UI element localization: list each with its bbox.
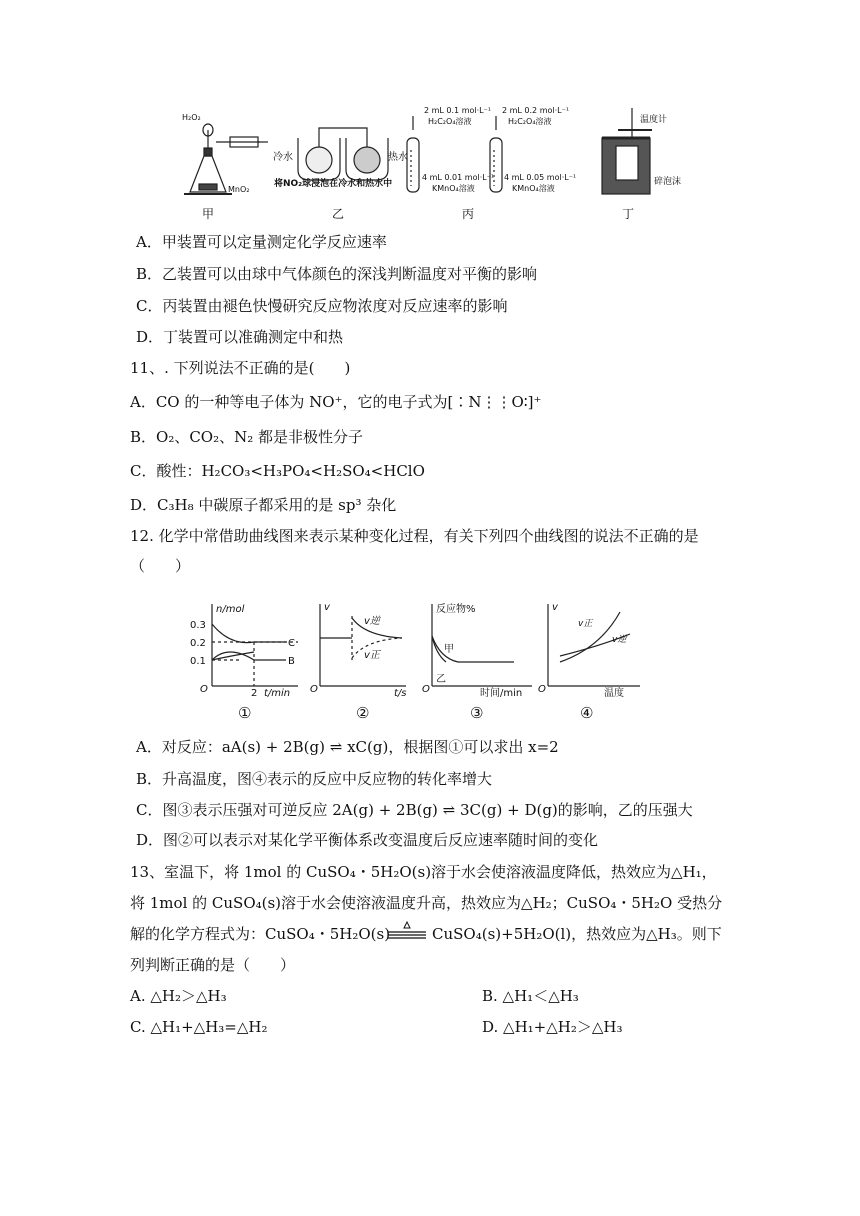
q13-option-d: D. △H₁+△H₂＞△H₃ — [482, 1018, 623, 1036]
q10-option-b: B．乙装置可以由球中气体颜色的深浅判断温度对平衡的影响 — [136, 265, 538, 283]
bing-t1-top: 2 mL 0.1 mol·L⁻¹ — [424, 106, 492, 115]
bing-t1-bot: 4 mL 0.01 mol·L⁻¹ — [422, 173, 495, 182]
g4-num: ④ — [580, 704, 594, 722]
bing-t1-top2: H₂C₂O₄溶液 — [428, 117, 472, 126]
g1-y01: 0.1 — [190, 656, 206, 667]
g2-vrev: v逆 — [364, 616, 380, 627]
label-bing: 丙 — [462, 207, 475, 221]
q13-option-c: C. △H₁+△H₃=△H₂ — [130, 1018, 268, 1036]
q11-option-b: B．O₂、CO₂、N₂ 都是非极性分子 — [130, 428, 364, 446]
g4-xlabel: 温度 — [604, 688, 624, 699]
g3-xlabel: 时间/min — [480, 688, 523, 699]
jia-top-label: H₂O₂ — [182, 113, 201, 122]
q10-option-a: A．甲装置可以定量测定化学反应速率 — [136, 233, 387, 251]
q12-option-a: A．对反应：aA(s) + 2B(g) ⇌ xC(g)，根据图①可以求出 x=2 — [136, 738, 559, 756]
graph-1 — [212, 604, 298, 686]
bing-t2-top: 2 mL 0.2 mol·L⁻¹ — [502, 106, 570, 115]
q13-line-4: 列判断正确的是（ ） — [130, 956, 296, 974]
q10-figure — [170, 100, 710, 230]
q10-option-c: C．丙装置由褪色快慢研究反应物浓度对反应速率的影响 — [136, 297, 508, 315]
g3-jia: 甲 — [444, 644, 454, 655]
yi-caption: 将NO₂球浸泡在冷水和热水中 — [274, 179, 393, 189]
q11-option-a: A．CO 的一种等电子体为 NO⁺，它的电子式为[∶N⋮⋮O∶]⁺ — [130, 393, 542, 411]
q11-stem: 11、. 下列说法不正确的是( ) — [130, 359, 351, 377]
ding-thermo-label: 温度计 — [640, 115, 668, 125]
q12-option-b: B．升高温度，图④表示的反应中反应物的转化率增大 — [136, 770, 493, 788]
g1-y02: 0.2 — [190, 638, 206, 649]
g2-origin: O — [310, 684, 318, 695]
g1-y03: 0.3 — [190, 620, 206, 631]
g2-num: ② — [356, 704, 370, 722]
g1-x2: 2 — [251, 688, 258, 699]
yi-right-label: 热水 — [388, 152, 408, 163]
q12-stem-2: （ ） — [130, 557, 191, 575]
graph-4 — [548, 604, 640, 686]
g1-xlabel: t/min — [264, 688, 291, 699]
q12-option-d: D．图②可以表示对某化学平衡体系改变温度后反应速率随时间的变化 — [136, 831, 599, 849]
ding-foam-label: 碎泡沫 — [654, 177, 682, 187]
label-yi: 乙 — [332, 207, 345, 221]
q12-option-c: C．图③表示压强对可逆反应 2A(g) + 2B(g) ⇌ 3C(g) + D(g)的影响，乙的压强大 — [136, 801, 693, 819]
g1-ylabel: n/mol — [216, 604, 245, 615]
bing-t2-top2: H₂C₂O₄溶液 — [508, 117, 552, 126]
bing-t2-bot: 4 mL 0.05 mol·L⁻¹ — [504, 173, 577, 182]
q13-line-3a: 解的化学方程式为：CuSO₄・5H₂O(s) — [130, 925, 391, 943]
q11-option-d: D．C₃H₈ 中碳原子都采用的是 sp³ 杂化 — [130, 496, 397, 514]
q12-graphs — [180, 596, 650, 726]
q13-line-3b: CuSO₄(s)+5H₂O(l)，热效应为△H₃。则下 — [432, 925, 722, 943]
g3-num: ③ — [470, 704, 484, 722]
g1-origin: O — [200, 684, 208, 695]
g4-origin: O — [538, 684, 546, 695]
g2-vfwd: v正 — [364, 650, 380, 661]
g3-ylabel: 反应物% — [436, 604, 476, 615]
g4-vfwd: v正 — [578, 619, 593, 629]
g3-yi: 乙 — [436, 674, 446, 685]
g1-series-c: C — [288, 638, 295, 649]
q13-option-a: A. △H₂＞△H₃ — [130, 987, 227, 1005]
bing-t1-bot2: KMnO₄溶液 — [432, 184, 475, 193]
heat-arrow-icon — [384, 918, 430, 942]
apparatus-yi — [298, 128, 388, 180]
yi-left-label: 冷水 — [273, 152, 293, 163]
g2-xlabel: t/s — [394, 688, 407, 699]
q11-option-c: C．酸性：H₂CO₃<H₃PO₄<H₂SO₄<HClO — [130, 462, 425, 480]
g2-ylabel: v — [324, 602, 330, 613]
q13-line-1: 13、室温下，将 1mol 的 CuSO₄・5H₂O(s)溶于水会使溶液温度降低，热效应为△H₁， — [130, 863, 717, 881]
label-ding: 丁 — [622, 207, 635, 221]
g1-series-b: B — [288, 656, 295, 667]
apparatus-jia — [184, 124, 268, 194]
g4-ylabel: v — [552, 602, 558, 613]
label-jia: 甲 — [202, 207, 215, 221]
jia-bottom-label: MnO₂ — [228, 185, 250, 194]
q13-line-2: 将 1mol 的 CuSO₄(s)溶于水会使溶液温度升高，热效应为△H₂；CuSO₄・5H₂O 受热分 — [130, 894, 723, 912]
g3-origin: O — [422, 684, 430, 695]
bing-t2-bot2: KMnO₄溶液 — [512, 184, 555, 193]
q13-option-b: B. △H₁＜△H₃ — [482, 987, 579, 1005]
g1-num: ① — [238, 704, 252, 722]
q12-stem-1: 12. 化学中常借助曲线图来表示某种变化过程，有关下列四个曲线图的说法不正确的是 — [130, 527, 699, 545]
q10-option-d: D．丁装置可以准确测定中和热 — [136, 328, 344, 346]
graph-2 — [320, 604, 406, 686]
g4-vrev: v逆 — [612, 635, 627, 645]
